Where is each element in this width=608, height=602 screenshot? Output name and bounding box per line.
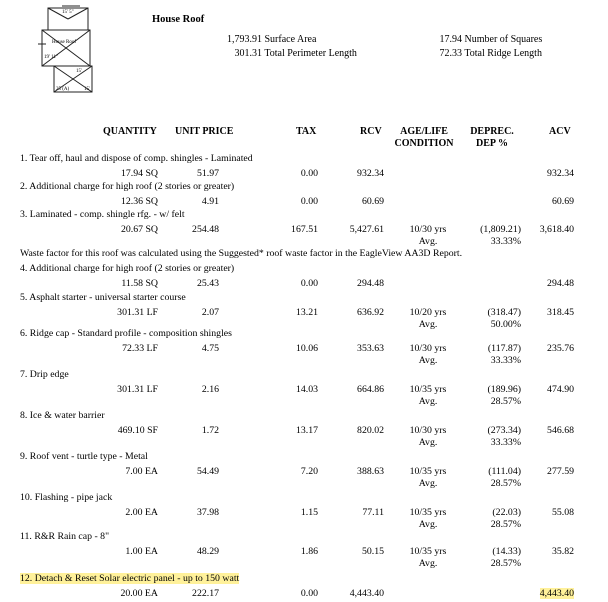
squares-label: Number of Squares [464, 34, 543, 45]
line-item-tax: 1.15 [300, 507, 318, 518]
line-item-quantity: 7.00 EA [125, 466, 158, 477]
line-item-quantity: 2.00 EA [125, 507, 158, 518]
header-deprec-line2: DEP % [476, 138, 508, 149]
line-item-description: 2. Additional charge for high roof (2 stories or greater) [20, 181, 235, 192]
line-item-unit-price: 254.48 [192, 224, 219, 235]
line-item-tax: 167.51 [291, 224, 318, 235]
perimeter-row [220, 48, 357, 59]
line-item-quantity: 20.00 EA [120, 588, 158, 599]
line-item-tax: 14.03 [295, 384, 318, 395]
perimeter-value: 301.31 [234, 48, 262, 59]
sketch-label: 15' 5" [62, 10, 74, 15]
perimeter-label: Total Perimeter Length [264, 48, 357, 59]
line-item-acv-highlight: 4,443.40 [539, 588, 574, 599]
surface-area-row [220, 34, 316, 45]
line-item-description: 3. Laminated - comp. shingle rfg. - w/ felt [20, 209, 185, 220]
line-item-acv: 277.59 [547, 466, 574, 477]
line-item-age-life: 10/20 yrs [409, 307, 447, 318]
line-item-depreciation: (273.34) [487, 425, 521, 436]
line-item-condition: Avg. [418, 519, 438, 530]
line-item-dep-percent: 28.57% [490, 519, 521, 530]
line-item-tax: 10.06 [295, 343, 318, 354]
header-rcv: RCV [360, 126, 382, 137]
line-item-rcv: 636.92 [357, 307, 384, 318]
line-item-condition: Avg. [418, 319, 438, 330]
squares-row [426, 34, 542, 45]
sketch-label: 15' [84, 87, 90, 92]
ridge-row [426, 48, 542, 59]
line-item-acv: 318.45 [547, 307, 574, 318]
header-quantity: QUANTITY [103, 126, 157, 137]
line-item-acv: 474.90 [547, 384, 574, 395]
line-item-acv: 35.82 [551, 546, 574, 557]
line-item-description: 4. Additional charge for high roof (2 stories or greater) [20, 263, 235, 274]
line-item-unit-price: 4.75 [201, 343, 219, 354]
line-item-age-life: 10/30 yrs [409, 425, 447, 436]
line-item-condition: Avg. [418, 396, 438, 407]
line-item-unit-price: 2.07 [201, 307, 219, 318]
line-item-tax: 7.20 [300, 466, 318, 477]
header-age-life-line1: AGE/LIFE [400, 126, 448, 137]
surface-area-value: 1,793.91 [227, 34, 262, 45]
line-item-quantity: 1.00 EA [125, 546, 158, 557]
line-item-unit-price: 2.16 [201, 384, 219, 395]
line-item-age-life: 10/35 yrs [409, 507, 447, 518]
line-item-age-life: 10/35 yrs [409, 384, 447, 395]
line-item-acv: 235.76 [547, 343, 574, 354]
line-item-dep-percent: 33.33% [490, 236, 521, 247]
line-item-rcv: 60.69 [361, 196, 384, 207]
waste-factor-note: Waste factor for this roof was calculated using the Suggested* roof waste factor in the EagleView AA3D Report. [20, 248, 463, 259]
line-item-acv: 60.69 [551, 196, 574, 207]
header-deprec [460, 126, 524, 150]
line-item-quantity: 20.67 SQ [120, 224, 158, 235]
line-item-condition: Avg. [418, 478, 438, 489]
line-item-unit-price: 51.97 [196, 168, 219, 179]
ridge-label: Total Ridge Length [464, 48, 542, 59]
line-item-depreciation: (117.87) [487, 343, 521, 354]
squares-value: 17.94 [439, 34, 462, 45]
roof-sketch-image [36, 4, 102, 96]
line-item-unit-price: 4.91 [201, 196, 219, 207]
line-item-dep-percent: 28.57% [490, 558, 521, 569]
surface-area-label: Surface Area [264, 34, 317, 45]
line-item-unit-price: 48.29 [196, 546, 219, 557]
line-item-dep-percent: 50.00% [490, 319, 521, 330]
line-item-quantity: 11.58 SQ [121, 278, 158, 289]
sketch-label: 25 (A) [56, 87, 70, 92]
line-item-rcv: 353.63 [357, 343, 384, 354]
line-item-acv: 55.08 [551, 507, 574, 518]
line-item-dep-percent: 28.57% [490, 396, 521, 407]
line-item-description: 12. Detach & Reset Solar electric panel - up to 150 watt [20, 573, 240, 584]
line-item-tax: 1.86 [300, 546, 318, 557]
line-item-condition: Avg. [418, 558, 438, 569]
line-item-age-life: 10/35 yrs [409, 546, 447, 557]
line-item-description: 11. R&R Rain cap - 8" [20, 531, 110, 542]
line-item-description: 8. Ice & water barrier [20, 410, 105, 421]
header-age-life [392, 126, 456, 150]
line-item-tax: 0.00 [300, 196, 318, 207]
sketch-label: 15' [76, 69, 82, 74]
line-item-condition: Avg. [418, 437, 438, 448]
line-item-depreciation: (111.04) [488, 466, 521, 477]
line-item-acv: 932.34 [547, 168, 574, 179]
line-item-unit-price: 25.43 [196, 278, 219, 289]
line-item-quantity: 72.33 LF [122, 343, 158, 354]
line-item-depreciation: (189.96) [487, 384, 521, 395]
line-item-tax: 0.00 [300, 168, 318, 179]
line-item-acv: 3,618.40 [539, 224, 574, 235]
line-item-unit-price: 222.17 [192, 588, 219, 599]
line-item-rcv: 50.15 [361, 546, 384, 557]
line-item-quantity: 17.94 SQ [120, 168, 158, 179]
line-item-description: 6. Ridge cap - Standard profile - composition shingles [20, 328, 232, 339]
line-item-age-life: 10/30 yrs [409, 343, 447, 354]
header-unit-price: UNIT PRICE [175, 126, 234, 137]
line-item-unit-price: 54.49 [196, 466, 219, 477]
line-item-description: 5. Asphalt starter - universal starter course [20, 292, 186, 303]
line-item-unit-price: 1.72 [201, 425, 219, 436]
header-age-life-line2: CONDITION [394, 138, 454, 149]
line-item-tax: 13.17 [295, 425, 318, 436]
line-item-age-life: 10/35 yrs [409, 466, 447, 477]
line-item-rcv: 664.86 [357, 384, 384, 395]
sketch-label: House Roof [52, 40, 77, 45]
line-item-description: 10. Flashing - pipe jack [20, 492, 113, 503]
header-deprec-line1: DEPREC. [470, 126, 514, 137]
line-item-quantity: 12.36 SQ [120, 196, 158, 207]
line-item-quantity: 469.10 SF [117, 425, 158, 436]
line-item-quantity: 301.31 LF [117, 307, 158, 318]
line-item-description: 1. Tear off, haul and dispose of comp. shingles - Laminated [20, 153, 253, 164]
line-item-age-life: 10/30 yrs [409, 224, 447, 235]
line-item-acv: 546.68 [547, 425, 574, 436]
line-item-description: 7. Drip edge [20, 369, 69, 380]
line-item-condition: Avg. [418, 355, 438, 366]
line-item-tax: 0.00 [300, 278, 318, 289]
line-item-depreciation: (318.47) [487, 307, 521, 318]
line-item-unit-price: 37.98 [196, 507, 219, 518]
line-item-description: 9. Roof vent - turtle type - Metal [20, 451, 148, 462]
line-item-dep-percent: 28.57% [490, 478, 521, 489]
line-item-dep-percent: 33.33% [490, 355, 521, 366]
line-item-dep-percent: 33.33% [490, 437, 521, 448]
line-item-rcv: 932.34 [357, 168, 384, 179]
line-item-rcv: 294.48 [357, 278, 384, 289]
line-item-acv [512, 588, 574, 599]
line-item-tax: 0.00 [300, 588, 318, 599]
line-item-rcv: 4,443.40 [349, 588, 384, 599]
line-item-rcv: 77.11 [362, 507, 384, 518]
line-item-depreciation: (22.03) [492, 507, 521, 518]
sketch-label: 19' 11" [44, 55, 59, 60]
line-item-rcv: 5,427.61 [349, 224, 384, 235]
line-item-rcv: 388.63 [357, 466, 384, 477]
line-item-depreciation: (1,809.21) [480, 224, 521, 235]
line-item-depreciation: (14.33) [492, 546, 521, 557]
page-title: House Roof [152, 14, 205, 25]
line-item-condition: Avg. [418, 236, 438, 247]
line-item-tax: 13.21 [295, 307, 318, 318]
line-item-quantity: 301.31 LF [117, 384, 158, 395]
line-item-acv: 294.48 [547, 278, 574, 289]
header-tax: TAX [296, 126, 317, 137]
ridge-value: 72.33 [439, 48, 462, 59]
header-acv: ACV [549, 126, 571, 137]
line-item-rcv: 820.02 [357, 425, 384, 436]
